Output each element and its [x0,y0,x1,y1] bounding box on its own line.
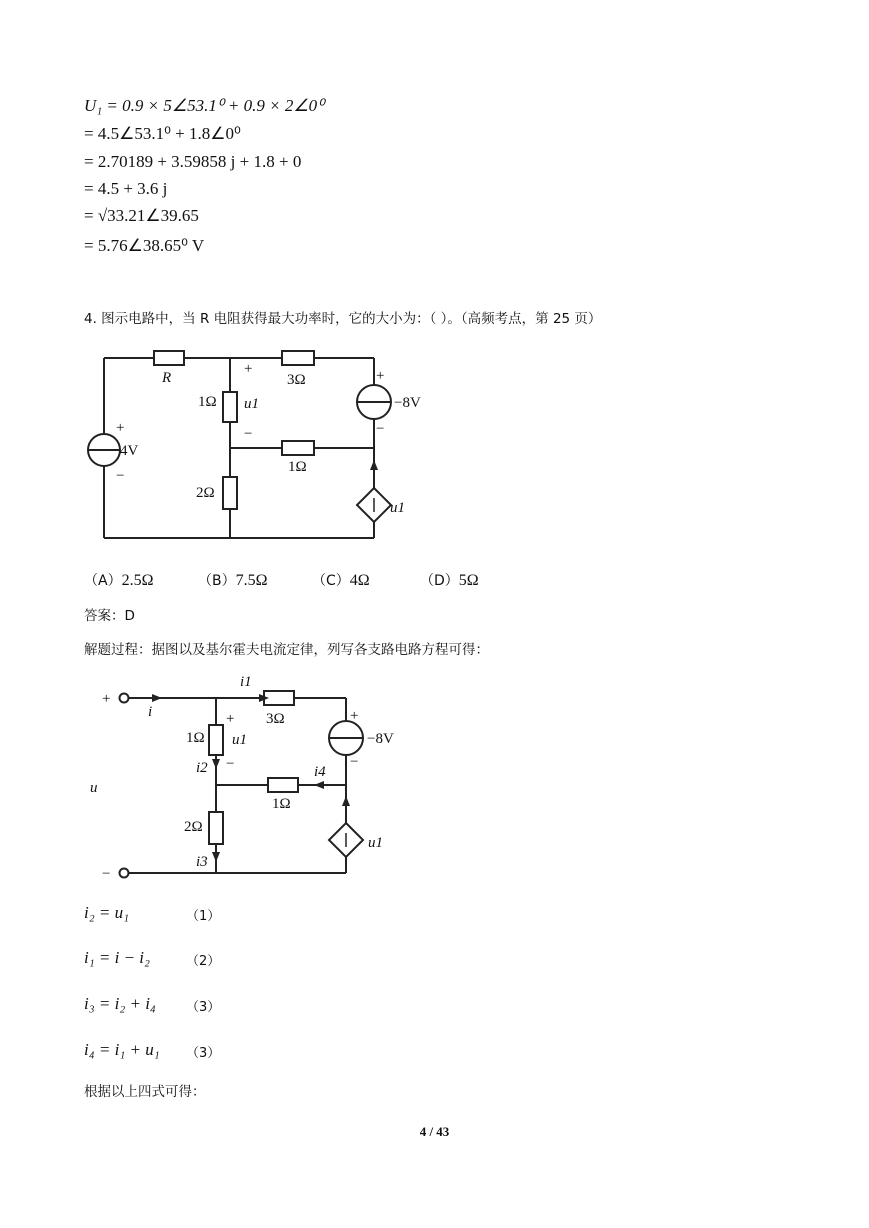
fig2-minus-a: − [226,756,235,772]
option-d-value: 5Ω [458,572,479,589]
math-line-5: = √33.21∠39.65 [84,206,199,225]
fig1-plus-b: + [376,368,385,384]
option-b-label: （B） [198,573,236,589]
fig2-i-label: i [148,704,153,720]
math-line-3: = 2.70189 + 3.59858 j + 1.8 + 0 [84,152,302,171]
fig1-u1-label: u1 [244,396,259,412]
circuit-figure-1 [84,340,424,565]
fig2-r2-label: 2Ω [184,819,203,835]
option-a-value: 2.5Ω [121,572,154,589]
fig1-r2-label: 2Ω [196,485,215,501]
option-c-value: 4Ω [349,572,370,589]
fig2-minus-b: − [350,754,359,770]
fig2-u-label: u [90,780,98,796]
fig2-u1-label: u1 [232,732,247,748]
equation-4-num: （3） [186,1046,221,1061]
fig2-minus-term: − [102,866,111,882]
equation-2: i₁ = i − i₂ [84,948,150,967]
equation-3: i₃ = i₂ + i₄ [84,994,156,1013]
circuit-figure-2 [84,670,424,885]
equation-3-num: （3） [186,1000,221,1015]
conclusion-text: 根据以上四式可得： [84,1084,206,1100]
fig2-r1mid-label: 1Ω [272,796,291,812]
fig2-r3-label: 3Ω [266,711,285,727]
math-line-1: U₁ = 0.9 × 5∠53.1⁰ + 0.9 × 2∠0⁰ [84,96,324,115]
fig1-v4-label: 4V [120,443,139,459]
fig2-i2-label: i2 [196,760,208,776]
fig1-minus-a: − [244,426,253,442]
fig1-plus-a: + [244,361,253,377]
question-text: 4. 图示电路中，当 R 电阻获得最大功率时，它的大小为：（ ）。（高频考点，第 25 页） [84,311,602,327]
equation-1: i₂ = u₁ [84,903,130,922]
fig2-r1top-label: 1Ω [186,730,205,746]
answer-text: 答案：D [84,608,135,624]
equation-1-num: （1） [186,909,221,924]
option-b[interactable] [198,570,268,590]
equation-4: i₄ = i₁ + u₁ [84,1040,160,1059]
math-line-4: = 4.5 + 3.6 j [84,179,168,198]
fig1-dep-label: u1 [390,500,405,516]
solution-intro: 解题过程：据图以及基尔霍夫电流定律，列写各支路电路方程可得： [84,642,489,658]
equation-2-num: （2） [186,954,221,969]
option-b-value: 7.5Ω [235,572,268,589]
option-c-label: （C） [312,573,350,589]
fig2-plus-b: + [350,708,359,724]
fig2-dep-label: u1 [368,835,383,851]
option-d[interactable] [420,570,479,590]
fig2-plus-term: + [102,691,111,707]
fig1-r1top-label: 1Ω [198,394,217,410]
fig1-r3-label: 3Ω [287,372,306,388]
fig1-minus-b: − [376,421,385,437]
option-a[interactable] [84,570,153,590]
fig1-v8-label: −8V [394,395,421,411]
option-c[interactable] [312,570,370,590]
fig2-i3-label: i3 [196,854,208,870]
option-d-label: （D） [420,573,459,589]
fig2-i1-label: i1 [240,674,252,690]
fig1-R-label: R [162,370,172,386]
page-number: 4 / 43 [419,1124,450,1139]
fig2-i4-label: i4 [314,764,326,780]
fig1-r1mid-label: 1Ω [288,459,307,475]
fig2-plus-a: + [226,711,235,727]
fig2-v8-label: −8V [367,731,394,747]
math-line-6: = 5.76∠38.65⁰ V [84,236,205,255]
math-line-2: = 4.5∠53.1⁰ + 1.8∠0⁰ [84,124,241,143]
fig1-minus-c: − [116,468,125,484]
option-a-label: （A） [84,573,122,589]
fig1-plus-c: + [116,420,125,436]
